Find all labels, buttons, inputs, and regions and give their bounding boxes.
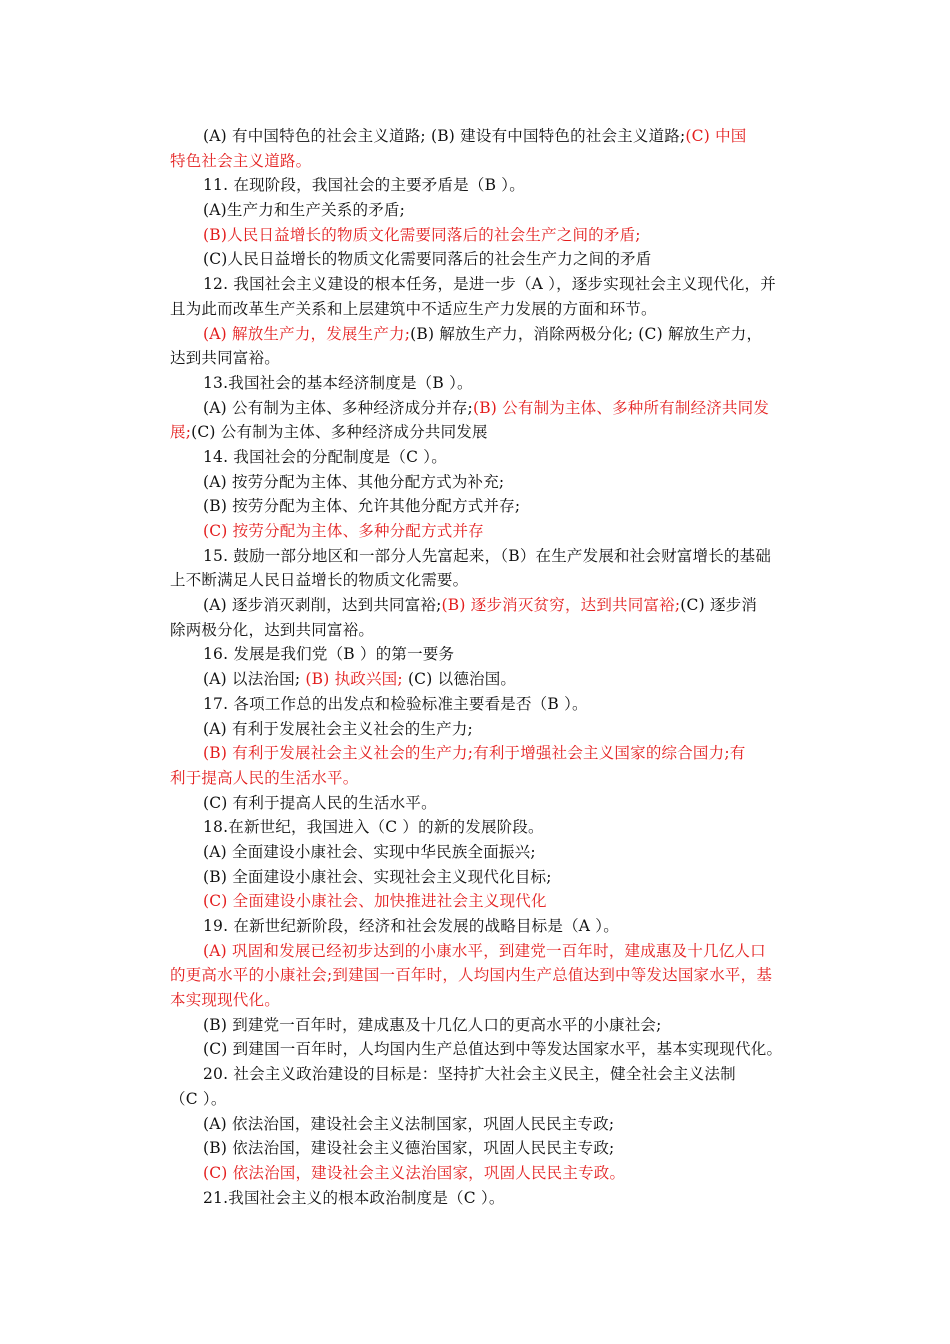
question-text: 19. 在新世纪新阶段，经济和社会发展的战略目标是（A ）。 [203, 917, 619, 935]
question-text: (A) 公有制为主体、多种经济成分并存; [203, 398, 473, 417]
question-text: (C)人民日益增长的物质文化需要同落后的社会生产力之间的矛盾 [203, 250, 652, 269]
answer-text: (C) 按劳分配为主体、多种分配方式并存 [203, 522, 484, 540]
text-line [170, 741, 810, 766]
question-text: (C) 到建国一百年时，人均国内生产总值达到中等发达国家水平，基本实现现代化。 [203, 1040, 783, 1059]
text-line [170, 198, 810, 223]
text-line [170, 470, 810, 495]
text-line [170, 1161, 810, 1186]
text-line [170, 766, 810, 791]
question-text: (C) 以德治国。 [402, 670, 517, 689]
text-line [170, 1136, 810, 1161]
text-line [170, 939, 810, 964]
question-text: 15. 鼓励一部分地区和一部分人先富起来，（B）在生产发展和社会财富增长的基础 [203, 546, 772, 565]
text-line [170, 815, 810, 840]
text-line [170, 667, 810, 692]
answer-text: 本实现现代化。 [170, 991, 280, 1010]
question-text: (A) 以法治国; [203, 670, 306, 689]
text-line [170, 272, 810, 297]
question-text: 21.我国社会主义的根本政治制度是（C ）。 [203, 1188, 505, 1207]
text-line [170, 149, 810, 174]
text-line [170, 988, 810, 1013]
text-line [170, 642, 810, 667]
question-text: (C) 有利于提高人民的生活水平。 [203, 793, 437, 812]
text-line [170, 346, 810, 371]
text-line [170, 1013, 810, 1038]
text-line [170, 322, 810, 347]
text-line [170, 717, 810, 742]
text-line [170, 889, 810, 914]
text-line [170, 445, 810, 470]
text-line [170, 568, 810, 593]
text-line [170, 692, 810, 717]
text-line [170, 1186, 810, 1211]
answer-text: (A) 巩固和发展已经初步达到的小康水平，到建党一百年时，建成惠及十几亿人口 [203, 941, 766, 960]
question-text: (A) 逐步消灭剥削，达到共同富裕; [203, 596, 442, 615]
question-text: (B) 依法治国，建设社会主义德治国家，巩固人民民主专政; [203, 1139, 615, 1158]
answer-text: (B) 公有制为主体、多种所有制经济共同发 [472, 398, 770, 417]
question-text: (B) 全面建设小康社会、实现社会主义现代化目标; [203, 867, 552, 886]
question-text: (B) 解放生产力，消除两极分化; (C) 解放生产力， [410, 324, 763, 343]
answer-text: 展; [170, 423, 192, 442]
question-text: (C) 逐步消 [680, 596, 758, 615]
text-line [170, 396, 810, 421]
answer-text: (C) 依法治国，建设社会主义法治国家，巩固人民民主专政。 [203, 1163, 626, 1182]
answer-text: (C) 全面建设小康社会、加快推进社会主义现代化 [203, 892, 547, 911]
question-text: (A) 按劳分配为主体、其他分配方式为补充; [203, 472, 505, 491]
answer-text: 特色社会主义道路。 [170, 151, 312, 170]
question-text: (A) 有中国特色的社会主义道路; (B) 建设有中国特色的社会主义道路; [203, 127, 686, 145]
question-text: (C) 公有制为主体、多种经济成分共同发展 [191, 423, 488, 442]
question-text: 13.我国社会的基本经济制度是（B ）。 [203, 373, 473, 392]
text-line [170, 865, 810, 890]
answer-text: 利于提高人民的生活水平。 [170, 768, 359, 787]
text-line [170, 420, 810, 445]
text-line [170, 297, 810, 322]
answer-text: (B) 逐步消灭贫穷，达到共同富裕; [441, 596, 681, 615]
question-text: 16. 发展是我们党（B ）的第一要务 [203, 645, 455, 664]
question-text: （C ）。 [170, 1089, 227, 1108]
text-line [170, 494, 810, 519]
question-text: (B) 按劳分配为主体、允许其他分配方式并存; [203, 497, 521, 516]
question-text: 17. 各项工作总的出发点和检验标准主要看是否（B ）。 [203, 694, 588, 713]
text-line [170, 544, 810, 569]
question-text: (A) 有利于发展社会主义社会的生产力; [203, 719, 473, 738]
question-text: 达到共同富裕。 [170, 349, 280, 368]
text-line [170, 519, 810, 544]
question-text: 除两极分化，达到共同富裕。 [170, 620, 375, 639]
answer-text: (B) 有利于发展社会主义社会的生产力;有利于增强社会主义国家的综合国力;有 [203, 744, 746, 763]
question-text: 且为此而改革生产关系和上层建筑中不适应生产力发展的方面和环节。 [170, 299, 657, 318]
question-text: 14. 我国社会的分配制度是（C ）。 [203, 447, 447, 466]
answer-text: (B)人民日益增长的物质文化需要同落后的社会生产之间的矛盾; [203, 225, 641, 244]
text-line [170, 1037, 810, 1062]
text-line [170, 840, 810, 865]
text-line [170, 1112, 810, 1137]
text-line [170, 173, 810, 198]
question-text: (B) 到建党一百年时，建成惠及十几亿人口的更高水平的小康社会; [203, 1015, 662, 1034]
question-text: (A) 全面建设小康社会、实现中华民族全面振兴; [203, 842, 536, 861]
question-text: 12. 我国社会主义建设的根本任务，是进一步（A ），逐步实现社会主义现代化，并 [203, 275, 776, 294]
text-line [170, 223, 810, 248]
text-line [170, 371, 810, 396]
answer-text: (C) 中国 [685, 127, 747, 145]
text-line [170, 618, 810, 643]
question-text: 18.在新世纪，我国进入（C ）的新的发展阶段。 [203, 818, 544, 837]
question-text: 上不断满足人民日益增长的物质文化需要。 [170, 571, 469, 590]
answer-text: 的更高水平的小康社会;到建国一百年时，人均国内生产总值达到中等发达国家水平，基 [170, 966, 773, 985]
text-line [170, 124, 810, 149]
text-line [170, 914, 810, 939]
text-line [170, 593, 810, 618]
text-line [170, 1062, 810, 1087]
question-text: (A) 依法治国，建设社会主义法制国家，巩固人民民主专政; [203, 1114, 615, 1133]
document-body [170, 124, 810, 1210]
text-line [170, 1087, 810, 1112]
question-text: 20. 社会主义政治建设的目标是：坚持扩大社会主义民主，健全社会主义法制 [203, 1065, 736, 1084]
text-line [170, 963, 810, 988]
text-line [170, 791, 810, 816]
question-text: (A)生产力和生产关系的矛盾; [203, 201, 406, 220]
answer-text: (A) 解放生产力，发展生产力; [203, 324, 411, 343]
text-line [170, 247, 810, 272]
question-text: 11. 在现阶段，我国社会的主要矛盾是（B ）。 [203, 176, 525, 195]
answer-text: (B) 执政兴国; [305, 670, 403, 689]
